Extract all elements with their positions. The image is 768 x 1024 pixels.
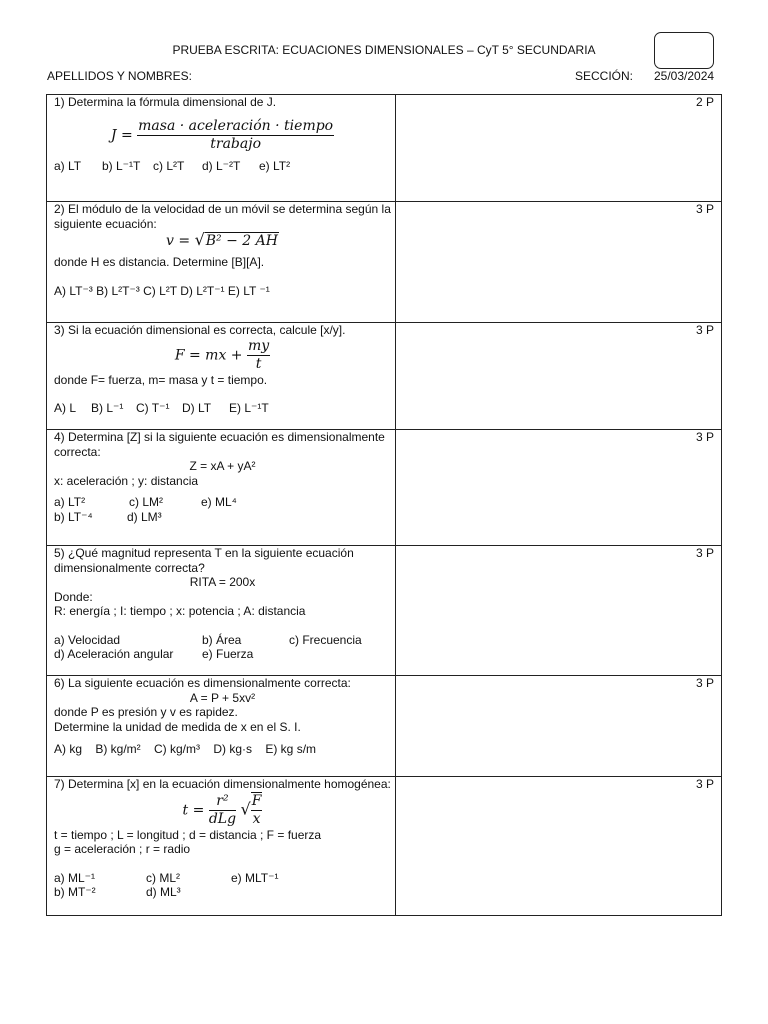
formula-radicand: B² − 2 AH: [205, 233, 278, 249]
option: A) L: [54, 401, 77, 415]
question-cell: [47, 323, 396, 430]
question-note: x: aceleración ; y: distancia: [54, 473, 199, 488]
option: e) LT²: [259, 158, 291, 173]
question-text: 7) Determina [x] en la ecuación dimensionalmente homogénea:: [54, 777, 391, 791]
option: C) T⁻¹: [136, 401, 170, 415]
answer-options: [54, 647, 391, 662]
formula-lhs: J: [110, 127, 117, 143]
question-cell: [47, 202, 396, 323]
question-note-2: g = aceleración ; r = radio: [54, 842, 191, 856]
question-text: 3) Si la ecuación dimensional es correcta, calcule [x/y].: [54, 323, 346, 337]
exam-title: PRUEBA ESCRITA: ECUACIONES DIMENSIONALES – CyT 5° SECUNDARIA: [172, 43, 596, 57]
question-row-7: [47, 777, 722, 916]
points-label: 3 P: [695, 777, 714, 791]
answer-options: A) LT⁻³ B) L²T⁻³ C) L²T D) L²T⁻¹ E) LT ⁻¹: [54, 283, 270, 298]
points-label: 3 P: [695, 202, 714, 216]
option: d) L⁻²T: [202, 158, 241, 173]
formula-numerator: my: [247, 337, 270, 354]
sqrt-icon: √: [194, 230, 205, 249]
option: b) MT⁻²: [54, 885, 96, 899]
option: e) ML⁴: [201, 495, 237, 509]
question-text: 5) ¿Qué magnitud representa T en la siguiente ecuación dimensionalmente correcta?: [54, 546, 354, 575]
option: a) LT: [54, 158, 82, 173]
question-note: donde F= fuerza, m= masa y t = tiempo.: [54, 372, 268, 387]
answer-options: [54, 510, 391, 525]
option: a) ML⁻¹: [54, 870, 96, 885]
questions-table: [46, 94, 722, 916]
formula: J = $\frac{\text{masa · aceleración · tiempo}}{\text{trabajo}}$: [110, 117, 334, 152]
answer-cell[interactable]: [396, 777, 722, 916]
answer-options: [54, 159, 391, 174]
option: e) Fuerza: [202, 647, 254, 661]
formula-denominator: trabajo: [210, 135, 261, 152]
question-text: 6) La siguiente ecuación es dimensionalmente correcta:: [54, 676, 351, 690]
points-label: 3 P: [695, 323, 714, 337]
option: d) ML³: [146, 885, 181, 899]
answer-options: [54, 495, 391, 510]
answer-cell[interactable]: [396, 676, 722, 777]
answer-options: [54, 885, 391, 900]
option: e) MLT⁻¹: [231, 870, 279, 885]
option: a) Velocidad: [54, 632, 121, 647]
section-label: SECCIÓN:: [575, 69, 634, 83]
question-row-4: [47, 430, 722, 546]
option: B) L⁻¹: [91, 401, 124, 415]
question-note-2: Determine la unidad de medida de x en el S. I.: [54, 719, 301, 734]
option: c) ML²: [146, 870, 180, 885]
exam-date: 25/03/2024: [654, 69, 715, 83]
root-fraction-wrap: [251, 792, 263, 828]
root-numerator: F: [251, 792, 262, 809]
question-cell: [47, 777, 396, 916]
question-cell: [47, 95, 396, 202]
answer-cell[interactable]: [396, 95, 722, 202]
answer-cell[interactable]: [396, 430, 722, 546]
question-row-1: [47, 95, 722, 202]
answer-options: [54, 633, 391, 648]
answer-cell[interactable]: [396, 202, 722, 323]
formula-term: mx +: [205, 347, 243, 363]
formula-denominator: t: [255, 355, 262, 372]
question-note: donde H es distancia. Determine [B][A].: [54, 255, 265, 269]
points-label: 3 P: [695, 676, 714, 690]
answer-options: [54, 871, 391, 886]
question-note: donde P es presión y v es rapidez.: [54, 705, 238, 719]
question-text: 1) Determina la fórmula dimensional de J.: [54, 95, 277, 109]
formula: t = $\frac{\text{r²}}{\text{dLg}}$ √ $\frac{F}{x}$: [182, 792, 262, 827]
root-fraction: [251, 793, 263, 828]
answer-options: [54, 401, 391, 416]
question-cell: [47, 430, 396, 546]
equation: RITA = 200x: [189, 575, 256, 589]
formula-lhs: t: [182, 802, 189, 818]
points-label: 3 P: [695, 546, 714, 560]
formula-fraction: [209, 793, 236, 828]
question-row-2: [47, 202, 722, 323]
option: b) LT⁻⁴: [54, 509, 93, 524]
answer-options: A) kg B) kg/m² C) kg/m³ D) kg·s E) kg s/m: [54, 742, 317, 756]
question-cell: [47, 676, 396, 777]
question-text: 4) Determina [Z] si la siguiente ecuación es dimensionalmente correcta:: [54, 430, 385, 459]
answer-cell[interactable]: [396, 323, 722, 430]
points-label: 2 P: [695, 95, 714, 109]
question-note: R: energía ; I: tiempo ; x: potencia ; A: distancia: [54, 604, 306, 618]
question-row-5: [47, 546, 722, 676]
points-label: 3 P: [695, 430, 714, 444]
formula-lhs: F: [174, 347, 185, 363]
option: c) Frecuencia: [289, 632, 362, 647]
option: a) LT²: [54, 495, 86, 509]
root-denominator: x: [252, 810, 261, 827]
names-label: APELLIDOS Y NOMBRES:: [47, 69, 192, 83]
answer-cell[interactable]: [396, 546, 722, 676]
question-cell: [47, 546, 396, 676]
formula-fraction: [247, 338, 270, 373]
formula-fraction: [137, 118, 334, 153]
formula-lhs: v: [166, 233, 174, 249]
sqrt-icon: √: [240, 799, 251, 818]
option: D) LT: [182, 401, 212, 415]
question-note: t = tiempo ; L = longitud ; d = distancia ; F = fuerza: [54, 827, 322, 842]
option: E) L⁻¹T: [229, 401, 269, 415]
option: c) LM²: [129, 495, 163, 509]
formula-denominator: dLg: [208, 810, 237, 827]
option: c) L²T: [153, 158, 185, 173]
question-text: 2) El módulo de la velocidad de un móvil se determina según la siguiente ecuación:: [54, 202, 391, 231]
formula: v = √B² − 2 AH: [166, 230, 278, 249]
formula-numerator: masa · aceleración · tiempo: [138, 117, 334, 134]
option: b) L⁻¹T: [102, 158, 141, 173]
formula: F = mx + $\frac{my}{t}$: [174, 337, 270, 372]
option: b) Área: [202, 632, 242, 647]
note-label: Donde:: [54, 589, 93, 604]
score-box: [654, 32, 714, 69]
option: d) Aceleración angular: [54, 647, 174, 661]
option: d) LM³: [127, 509, 162, 524]
question-row-6: [47, 676, 722, 777]
equation: A = P + 5xv²: [189, 690, 256, 705]
question-row-3: [47, 323, 722, 430]
equation: Z = xA + yA²: [189, 459, 256, 473]
formula-numerator: r²: [209, 793, 236, 811]
